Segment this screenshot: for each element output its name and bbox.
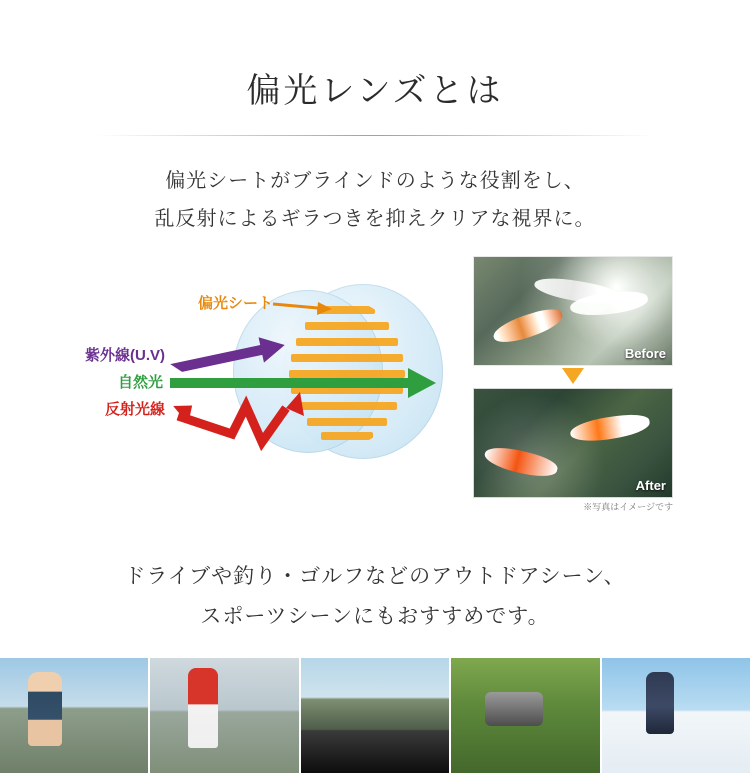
lead-line-2: 乱反射によるギラつきを抑えクリアな視界に。 bbox=[154, 207, 596, 230]
koi-fish bbox=[490, 304, 565, 347]
label-reflected-light: 反射光線 bbox=[105, 400, 166, 418]
fishing-photo bbox=[451, 658, 599, 773]
golf-photo bbox=[150, 658, 298, 773]
after-photo bbox=[473, 388, 673, 498]
koi-fish bbox=[482, 442, 559, 481]
before-after-comparison bbox=[473, 256, 673, 512]
label-natural-light: 自然光 bbox=[118, 373, 164, 391]
bottom-line-1: ドライブや釣り・ゴルフなどのアウトドアシーン、 bbox=[124, 563, 626, 588]
driving-photo bbox=[301, 658, 449, 773]
after-label: After bbox=[635, 477, 666, 493]
illustration-area bbox=[0, 256, 750, 516]
image-disclaimer: ※写真はイメージです bbox=[583, 501, 673, 512]
lead-line-1: 偏光シートがブラインドのような役割をし、 bbox=[165, 169, 585, 192]
lead-copy bbox=[0, 162, 750, 238]
bottom-copy bbox=[0, 556, 750, 638]
skiing-photo bbox=[602, 658, 750, 773]
page-root bbox=[0, 23, 750, 773]
polarizing-film-slats bbox=[285, 300, 405, 446]
down-arrow-icon bbox=[562, 368, 584, 384]
scene-photo-strip bbox=[0, 658, 750, 773]
bottom-line-2: スポーツシーンにもおすすめです。 bbox=[200, 604, 550, 629]
label-uv-ray: 紫外線(U.V) bbox=[85, 346, 165, 364]
running-photo bbox=[0, 658, 148, 773]
koi-fish bbox=[569, 411, 651, 444]
label-polarizing-sheet: 偏光シート bbox=[198, 294, 274, 312]
title-divider bbox=[95, 135, 655, 136]
page-title: 偏光レンズとは bbox=[246, 72, 504, 110]
before-label: Before bbox=[624, 345, 666, 361]
before-photo bbox=[473, 256, 673, 366]
